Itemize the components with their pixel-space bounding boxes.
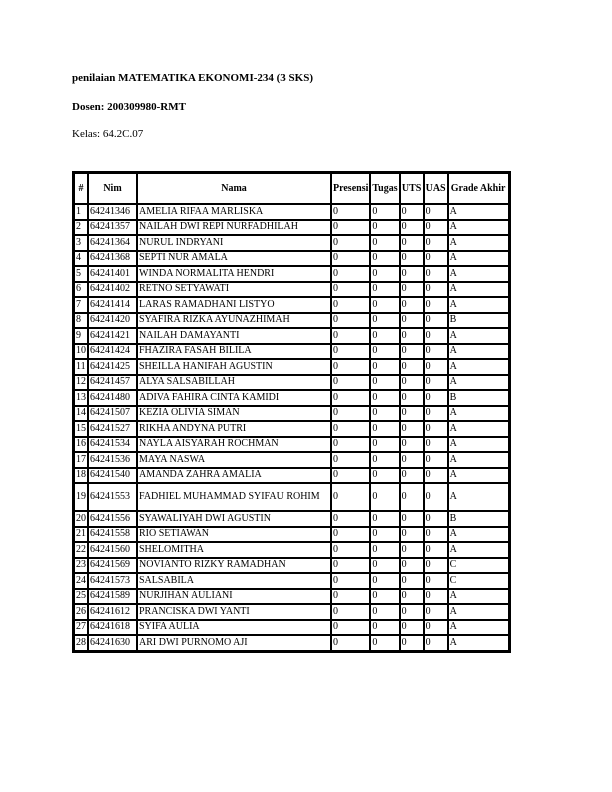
cell-uas: 0 bbox=[424, 558, 448, 574]
cell-nim: 64241540 bbox=[88, 468, 137, 484]
cell-nama: NOVIANTO RIZKY RAMADHAN bbox=[137, 558, 331, 574]
cell-tugas: 0 bbox=[370, 251, 399, 267]
cell-nama: ARI DWI PURNOMO AJI bbox=[137, 635, 331, 651]
table-row bbox=[74, 328, 509, 344]
cell-uts: 0 bbox=[400, 204, 424, 220]
cell-presensi: 0 bbox=[331, 251, 370, 267]
cell-presensi: 0 bbox=[331, 468, 370, 484]
class-line: Kelas: 64.2C.07 bbox=[72, 128, 144, 140]
cell-uts: 0 bbox=[400, 527, 424, 543]
cell-presensi: 0 bbox=[331, 313, 370, 329]
cell-no: 12 bbox=[74, 375, 88, 391]
cell-nim: 64241527 bbox=[88, 421, 137, 437]
cell-no: 16 bbox=[74, 437, 88, 453]
table-row bbox=[74, 635, 509, 651]
cell-uas: 0 bbox=[424, 542, 448, 558]
cell-grade: A bbox=[448, 266, 509, 282]
cell-uts: 0 bbox=[400, 421, 424, 437]
cell-presensi: 0 bbox=[331, 437, 370, 453]
cell-presensi: 0 bbox=[331, 483, 370, 511]
cell-no: 5 bbox=[74, 266, 88, 282]
table-row bbox=[74, 437, 509, 453]
cell-uas: 0 bbox=[424, 204, 448, 220]
table-row bbox=[74, 359, 509, 375]
cell-uts: 0 bbox=[400, 390, 424, 406]
cell-no: 27 bbox=[74, 620, 88, 636]
cell-uts: 0 bbox=[400, 251, 424, 267]
cell-uas: 0 bbox=[424, 604, 448, 620]
cell-nim: 64241414 bbox=[88, 297, 137, 313]
cell-uas: 0 bbox=[424, 282, 448, 298]
cell-grade: A bbox=[448, 344, 509, 360]
cell-uts: 0 bbox=[400, 620, 424, 636]
cell-nim: 64241357 bbox=[88, 220, 137, 236]
lecturer-line: Dosen: 200309980-RMT bbox=[72, 101, 186, 113]
cell-nim: 64241421 bbox=[88, 328, 137, 344]
cell-no: 13 bbox=[74, 390, 88, 406]
table-body bbox=[74, 204, 509, 651]
cell-uts: 0 bbox=[400, 589, 424, 605]
cell-nim: 64241569 bbox=[88, 558, 137, 574]
cell-uas: 0 bbox=[424, 251, 448, 267]
cell-presensi: 0 bbox=[331, 511, 370, 527]
table-row bbox=[74, 235, 509, 251]
cell-presensi: 0 bbox=[331, 390, 370, 406]
table-row bbox=[74, 344, 509, 360]
cell-tugas: 0 bbox=[370, 511, 399, 527]
cell-grade: A bbox=[448, 359, 509, 375]
cell-no: 23 bbox=[74, 558, 88, 574]
table-row bbox=[74, 527, 509, 543]
cell-uts: 0 bbox=[400, 220, 424, 236]
cell-grade: A bbox=[448, 375, 509, 391]
cell-no: 25 bbox=[74, 589, 88, 605]
col-header-no: # bbox=[74, 173, 88, 204]
cell-nim: 64241346 bbox=[88, 204, 137, 220]
cell-nim: 64241507 bbox=[88, 406, 137, 422]
cell-nim: 64241630 bbox=[88, 635, 137, 651]
cell-nama: NAYLA AISYARAH ROCHMAN bbox=[137, 437, 331, 453]
table-row bbox=[74, 452, 509, 468]
cell-nim: 64241589 bbox=[88, 589, 137, 605]
cell-uas: 0 bbox=[424, 483, 448, 511]
cell-presensi: 0 bbox=[331, 542, 370, 558]
cell-uts: 0 bbox=[400, 437, 424, 453]
cell-nama: PRANCISKA DWI YANTI bbox=[137, 604, 331, 620]
table-row bbox=[74, 251, 509, 267]
cell-no: 10 bbox=[74, 344, 88, 360]
cell-tugas: 0 bbox=[370, 635, 399, 651]
cell-tugas: 0 bbox=[370, 220, 399, 236]
cell-uas: 0 bbox=[424, 468, 448, 484]
cell-uts: 0 bbox=[400, 558, 424, 574]
table-row bbox=[74, 421, 509, 437]
cell-no: 26 bbox=[74, 604, 88, 620]
cell-nama: FADHIEL MUHAMMAD SYIFAU ROHIM bbox=[137, 483, 331, 511]
cell-no: 20 bbox=[74, 511, 88, 527]
cell-uas: 0 bbox=[424, 359, 448, 375]
cell-tugas: 0 bbox=[370, 235, 399, 251]
cell-nim: 64241612 bbox=[88, 604, 137, 620]
table-row bbox=[74, 313, 509, 329]
cell-grade: A bbox=[448, 483, 509, 511]
cell-presensi: 0 bbox=[331, 589, 370, 605]
table-row bbox=[74, 558, 509, 574]
cell-presensi: 0 bbox=[331, 359, 370, 375]
cell-uas: 0 bbox=[424, 344, 448, 360]
cell-nama: MAYA NASWA bbox=[137, 452, 331, 468]
cell-no: 24 bbox=[74, 573, 88, 589]
cell-presensi: 0 bbox=[331, 235, 370, 251]
cell-grade: A bbox=[448, 620, 509, 636]
cell-uas: 0 bbox=[424, 406, 448, 422]
cell-no: 19 bbox=[74, 483, 88, 511]
cell-tugas: 0 bbox=[370, 266, 399, 282]
col-header-presensi: Presensi bbox=[331, 173, 370, 204]
cell-nama: AMELIA RIFAA MARLISKA bbox=[137, 204, 331, 220]
cell-presensi: 0 bbox=[331, 344, 370, 360]
cell-grade: A bbox=[448, 437, 509, 453]
cell-nama: SEPTI NUR AMALA bbox=[137, 251, 331, 267]
cell-nim: 64241618 bbox=[88, 620, 137, 636]
cell-nim: 64241420 bbox=[88, 313, 137, 329]
cell-grade: A bbox=[448, 604, 509, 620]
cell-presensi: 0 bbox=[331, 421, 370, 437]
cell-no: 22 bbox=[74, 542, 88, 558]
cell-uts: 0 bbox=[400, 635, 424, 651]
cell-tugas: 0 bbox=[370, 297, 399, 313]
cell-nama: NAILAH DAMAYANTI bbox=[137, 328, 331, 344]
table-row bbox=[74, 375, 509, 391]
cell-presensi: 0 bbox=[331, 452, 370, 468]
cell-no: 18 bbox=[74, 468, 88, 484]
cell-tugas: 0 bbox=[370, 542, 399, 558]
cell-tugas: 0 bbox=[370, 468, 399, 484]
cell-tugas: 0 bbox=[370, 313, 399, 329]
cell-uas: 0 bbox=[424, 511, 448, 527]
cell-tugas: 0 bbox=[370, 558, 399, 574]
cell-no: 14 bbox=[74, 406, 88, 422]
cell-grade: A bbox=[448, 542, 509, 558]
cell-grade: A bbox=[448, 297, 509, 313]
cell-nama: RIKHA ANDYNA PUTRI bbox=[137, 421, 331, 437]
cell-grade: B bbox=[448, 313, 509, 329]
cell-grade: C bbox=[448, 558, 509, 574]
cell-nama: SYIFA AULIA bbox=[137, 620, 331, 636]
cell-uts: 0 bbox=[400, 573, 424, 589]
cell-tugas: 0 bbox=[370, 437, 399, 453]
cell-presensi: 0 bbox=[331, 220, 370, 236]
cell-grade: B bbox=[448, 511, 509, 527]
cell-uas: 0 bbox=[424, 328, 448, 344]
cell-grade: A bbox=[448, 589, 509, 605]
cell-nama: SYAFIRA RIZKA AYUNAZHIMAH bbox=[137, 313, 331, 329]
grades-table bbox=[72, 171, 511, 653]
cell-uas: 0 bbox=[424, 437, 448, 453]
cell-tugas: 0 bbox=[370, 282, 399, 298]
cell-uas: 0 bbox=[424, 220, 448, 236]
cell-tugas: 0 bbox=[370, 620, 399, 636]
cell-uas: 0 bbox=[424, 421, 448, 437]
cell-uas: 0 bbox=[424, 235, 448, 251]
cell-uas: 0 bbox=[424, 390, 448, 406]
cell-tugas: 0 bbox=[370, 328, 399, 344]
cell-nim: 64241534 bbox=[88, 437, 137, 453]
table-row bbox=[74, 573, 509, 589]
cell-grade: A bbox=[448, 468, 509, 484]
cell-grade: A bbox=[448, 452, 509, 468]
table-row bbox=[74, 604, 509, 620]
table-row bbox=[74, 266, 509, 282]
cell-no: 11 bbox=[74, 359, 88, 375]
cell-tugas: 0 bbox=[370, 421, 399, 437]
cell-no: 3 bbox=[74, 235, 88, 251]
cell-nama: FHAZIRA FASAH BILILA bbox=[137, 344, 331, 360]
cell-uas: 0 bbox=[424, 375, 448, 391]
cell-grade: A bbox=[448, 251, 509, 267]
cell-nim: 64241424 bbox=[88, 344, 137, 360]
table-row bbox=[74, 297, 509, 313]
cell-tugas: 0 bbox=[370, 483, 399, 511]
cell-tugas: 0 bbox=[370, 344, 399, 360]
cell-nim: 64241536 bbox=[88, 452, 137, 468]
cell-tugas: 0 bbox=[370, 204, 399, 220]
cell-no: 9 bbox=[74, 328, 88, 344]
cell-uas: 0 bbox=[424, 620, 448, 636]
course-title: penilaian MATEMATIKA EKONOMI-234 (3 SKS) bbox=[72, 72, 314, 84]
cell-presensi: 0 bbox=[331, 406, 370, 422]
cell-uas: 0 bbox=[424, 635, 448, 651]
cell-nama: SHEILLA HANIFAH AGUSTIN bbox=[137, 359, 331, 375]
cell-uas: 0 bbox=[424, 313, 448, 329]
cell-grade: A bbox=[448, 235, 509, 251]
cell-no: 1 bbox=[74, 204, 88, 220]
cell-nama: NURUL INDRYANI bbox=[137, 235, 331, 251]
cell-no: 21 bbox=[74, 527, 88, 543]
cell-nama: ALYA SALSABILLAH bbox=[137, 375, 331, 391]
table-row bbox=[74, 589, 509, 605]
cell-no: 15 bbox=[74, 421, 88, 437]
cell-uts: 0 bbox=[400, 511, 424, 527]
cell-nim: 64241560 bbox=[88, 542, 137, 558]
table-row bbox=[74, 204, 509, 220]
cell-grade: A bbox=[448, 204, 509, 220]
col-header-nim: Nim bbox=[88, 173, 137, 204]
cell-nim: 64241480 bbox=[88, 390, 137, 406]
cell-presensi: 0 bbox=[331, 573, 370, 589]
cell-presensi: 0 bbox=[331, 328, 370, 344]
cell-grade: A bbox=[448, 328, 509, 344]
cell-tugas: 0 bbox=[370, 573, 399, 589]
cell-grade: A bbox=[448, 421, 509, 437]
table-row bbox=[74, 406, 509, 422]
cell-nim: 64241368 bbox=[88, 251, 137, 267]
cell-uts: 0 bbox=[400, 344, 424, 360]
cell-nim: 64241558 bbox=[88, 527, 137, 543]
table-row bbox=[74, 483, 509, 511]
cell-no: 17 bbox=[74, 452, 88, 468]
table-row bbox=[74, 620, 509, 636]
cell-uas: 0 bbox=[424, 452, 448, 468]
cell-uts: 0 bbox=[400, 483, 424, 511]
cell-nim: 64241556 bbox=[88, 511, 137, 527]
cell-uas: 0 bbox=[424, 589, 448, 605]
cell-nama: SHELOMITHA bbox=[137, 542, 331, 558]
cell-presensi: 0 bbox=[331, 282, 370, 298]
cell-uts: 0 bbox=[400, 266, 424, 282]
cell-presensi: 0 bbox=[331, 266, 370, 282]
cell-no: 2 bbox=[74, 220, 88, 236]
cell-grade: A bbox=[448, 406, 509, 422]
cell-uts: 0 bbox=[400, 328, 424, 344]
cell-uas: 0 bbox=[424, 266, 448, 282]
cell-uts: 0 bbox=[400, 604, 424, 620]
cell-uas: 0 bbox=[424, 573, 448, 589]
cell-no: 4 bbox=[74, 251, 88, 267]
cell-no: 28 bbox=[74, 635, 88, 651]
cell-tugas: 0 bbox=[370, 589, 399, 605]
cell-presensi: 0 bbox=[331, 375, 370, 391]
cell-nama: SALSABILA bbox=[137, 573, 331, 589]
cell-grade: A bbox=[448, 220, 509, 236]
cell-nama: KEZIA OLIVIA SIMAN bbox=[137, 406, 331, 422]
cell-no: 7 bbox=[74, 297, 88, 313]
cell-nim: 64241457 bbox=[88, 375, 137, 391]
cell-nim: 64241401 bbox=[88, 266, 137, 282]
cell-uas: 0 bbox=[424, 297, 448, 313]
cell-presensi: 0 bbox=[331, 527, 370, 543]
cell-uts: 0 bbox=[400, 375, 424, 391]
table-row bbox=[74, 390, 509, 406]
cell-presensi: 0 bbox=[331, 620, 370, 636]
table-row bbox=[74, 511, 509, 527]
cell-uts: 0 bbox=[400, 542, 424, 558]
cell-presensi: 0 bbox=[331, 604, 370, 620]
cell-nim: 64241553 bbox=[88, 483, 137, 511]
cell-grade: A bbox=[448, 635, 509, 651]
cell-tugas: 0 bbox=[370, 527, 399, 543]
cell-nim: 64241425 bbox=[88, 359, 137, 375]
cell-grade: B bbox=[448, 390, 509, 406]
cell-presensi: 0 bbox=[331, 204, 370, 220]
cell-nim: 64241573 bbox=[88, 573, 137, 589]
cell-tugas: 0 bbox=[370, 359, 399, 375]
table-row bbox=[74, 468, 509, 484]
col-header-uts: UTS bbox=[400, 173, 424, 204]
cell-uts: 0 bbox=[400, 313, 424, 329]
cell-tugas: 0 bbox=[370, 452, 399, 468]
cell-nama: AMANDA ZAHRA AMALIA bbox=[137, 468, 331, 484]
table-header-row bbox=[74, 173, 509, 204]
cell-uas: 0 bbox=[424, 527, 448, 543]
cell-grade: A bbox=[448, 282, 509, 298]
col-header-uas: UAS bbox=[424, 173, 448, 204]
cell-no: 6 bbox=[74, 282, 88, 298]
cell-uts: 0 bbox=[400, 235, 424, 251]
cell-nama: WINDA NORMALITA HENDRI bbox=[137, 266, 331, 282]
cell-presensi: 0 bbox=[331, 558, 370, 574]
cell-nim: 64241364 bbox=[88, 235, 137, 251]
cell-tugas: 0 bbox=[370, 406, 399, 422]
cell-uts: 0 bbox=[400, 282, 424, 298]
col-header-grade: Grade Akhir bbox=[448, 173, 509, 204]
cell-nama: NURJIHAN AULIANI bbox=[137, 589, 331, 605]
cell-uts: 0 bbox=[400, 468, 424, 484]
col-header-nama: Nama bbox=[137, 173, 331, 204]
cell-tugas: 0 bbox=[370, 390, 399, 406]
cell-presensi: 0 bbox=[331, 297, 370, 313]
cell-nama: SYAWALIYAH DWI AGUSTIN bbox=[137, 511, 331, 527]
cell-nama: RETNO SETYAWATI bbox=[137, 282, 331, 298]
table-row bbox=[74, 282, 509, 298]
cell-nama: NAILAH DWI REPI NURFADHILAH bbox=[137, 220, 331, 236]
table-row bbox=[74, 542, 509, 558]
cell-grade: A bbox=[448, 527, 509, 543]
cell-grade: C bbox=[448, 573, 509, 589]
cell-tugas: 0 bbox=[370, 375, 399, 391]
cell-uts: 0 bbox=[400, 406, 424, 422]
cell-nama: RIO SETIAWAN bbox=[137, 527, 331, 543]
table-row bbox=[74, 220, 509, 236]
cell-nim: 64241402 bbox=[88, 282, 137, 298]
col-header-tugas: Tugas bbox=[370, 173, 399, 204]
cell-tugas: 0 bbox=[370, 604, 399, 620]
cell-uts: 0 bbox=[400, 359, 424, 375]
cell-uts: 0 bbox=[400, 452, 424, 468]
cell-nama: ADIVA FAHIRA CINTA KAMIDI bbox=[137, 390, 331, 406]
cell-nama: LARAS RAMADHANI LISTYO bbox=[137, 297, 331, 313]
cell-presensi: 0 bbox=[331, 635, 370, 651]
cell-no: 8 bbox=[74, 313, 88, 329]
cell-uts: 0 bbox=[400, 297, 424, 313]
